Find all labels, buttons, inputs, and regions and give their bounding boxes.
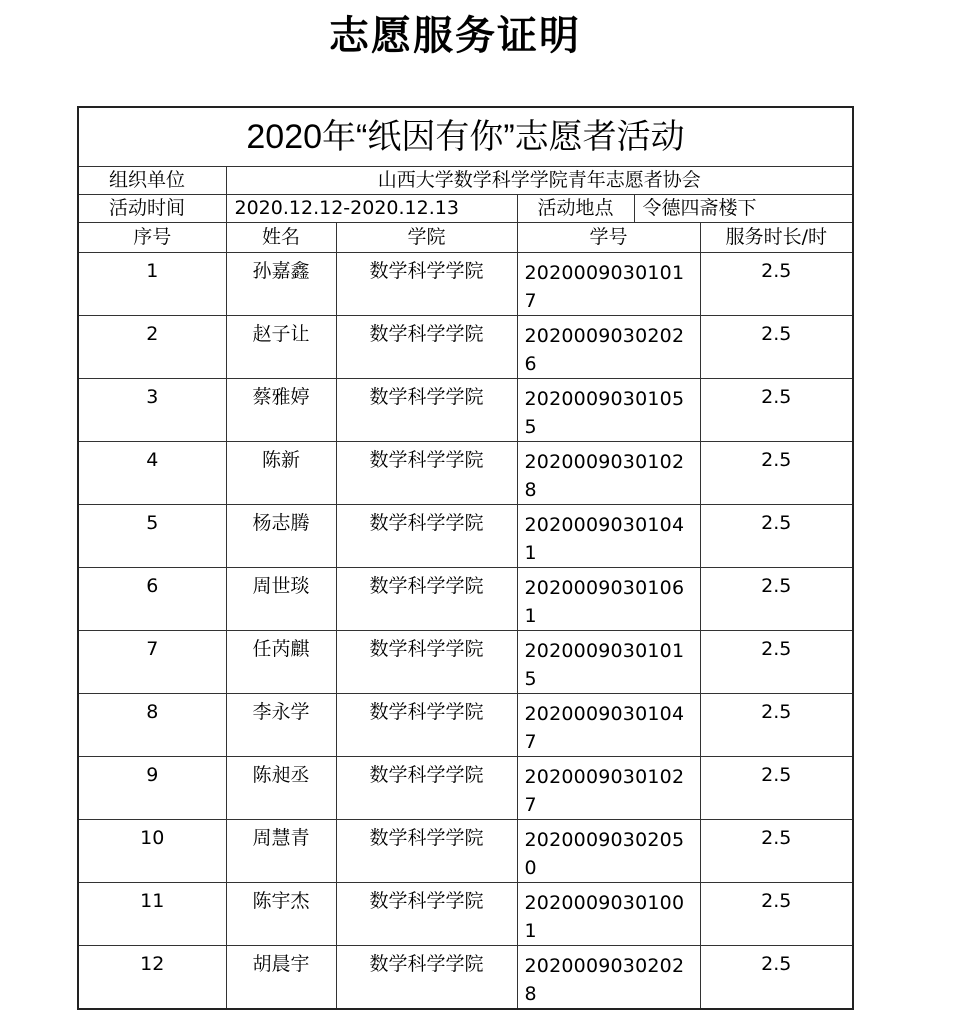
row-number: 4: [78, 442, 226, 505]
college-name: 数学科学学院: [336, 757, 517, 820]
volunteer-table: [77, 106, 854, 1010]
student-id: 20200090301001: [524, 892, 685, 942]
column-header-name: 姓名: [226, 223, 336, 253]
college-name: 数学科学学院: [336, 505, 517, 568]
place-label: 活动地点: [517, 195, 634, 223]
student-name: 杨志腾: [226, 505, 336, 568]
college-name: 数学科学学院: [336, 694, 517, 757]
student-name: 孙嘉鑫: [226, 253, 336, 316]
column-header-hours: 服务时长/时: [700, 223, 853, 253]
service-hours: 2.5: [700, 253, 853, 316]
table-row: [78, 694, 853, 757]
page-title: 志愿服务证明: [329, 13, 581, 59]
column-header-student-id: 学号: [517, 223, 700, 253]
student-id-cell: [517, 757, 700, 820]
org-value: 山西大学数学科学学院青年志愿者协会: [226, 167, 853, 195]
row-number: 5: [78, 505, 226, 568]
college-name: 数学科学学院: [336, 442, 517, 505]
college-name: 数学科学学院: [336, 631, 517, 694]
table-row: [78, 631, 853, 694]
student-id-cell: [517, 253, 700, 316]
place-value: 令德四斋楼下: [634, 195, 853, 223]
service-hours: 2.5: [700, 631, 853, 694]
college-name: 数学科学学院: [336, 379, 517, 442]
row-number: 10: [78, 820, 226, 883]
student-name: 胡晨宇: [226, 946, 336, 1010]
student-name: 陈宇杰: [226, 883, 336, 946]
table-row: [78, 253, 853, 316]
student-id: 20200090301027: [524, 766, 685, 816]
table-row: [78, 379, 853, 442]
student-name: 赵子让: [226, 316, 336, 379]
service-hours: 2.5: [700, 883, 853, 946]
row-number: 9: [78, 757, 226, 820]
service-hours: 2.5: [700, 442, 853, 505]
college-name: 数学科学学院: [336, 568, 517, 631]
row-number: 8: [78, 694, 226, 757]
service-hours: 2.5: [700, 568, 853, 631]
event-title: 2020年“纸因有你”志愿者活动: [78, 107, 853, 167]
time-place-row: [78, 195, 853, 223]
student-name: 陈新: [226, 442, 336, 505]
event-title-row: [78, 107, 853, 167]
student-name: 任芮麒: [226, 631, 336, 694]
student-id: 20200090302050: [524, 829, 685, 879]
student-id-cell: [517, 379, 700, 442]
column-header-no: 序号: [78, 223, 226, 253]
student-name: 陈昶丞: [226, 757, 336, 820]
student-id: 20200090301015: [524, 640, 685, 690]
table-row: [78, 316, 853, 379]
student-id-cell: [517, 442, 700, 505]
student-id: 20200090302028: [524, 955, 685, 1005]
college-name: 数学科学学院: [336, 946, 517, 1010]
student-id: 20200090301041: [524, 514, 685, 564]
row-number: 3: [78, 379, 226, 442]
service-hours: 2.5: [700, 379, 853, 442]
student-name: 周世琰: [226, 568, 336, 631]
org-label: 组织单位: [78, 167, 226, 195]
row-number: 11: [78, 883, 226, 946]
student-id-cell: [517, 631, 700, 694]
student-id-cell: [517, 505, 700, 568]
row-number: 1: [78, 253, 226, 316]
student-id-cell: [517, 568, 700, 631]
college-name: 数学科学学院: [336, 820, 517, 883]
student-id-cell: [517, 316, 700, 379]
service-hours: 2.5: [700, 946, 853, 1010]
student-name: 周慧青: [226, 820, 336, 883]
org-row: [78, 167, 853, 195]
student-id: 20200090302026: [524, 325, 685, 375]
service-hours: 2.5: [700, 316, 853, 379]
table-row: [78, 757, 853, 820]
student-id: 20200090301061: [524, 577, 685, 627]
time-label: 活动时间: [78, 195, 226, 223]
table-row: [78, 505, 853, 568]
time-value: 2020.12.12-2020.12.13: [226, 195, 517, 223]
student-id: 20200090301047: [524, 703, 685, 753]
student-name: 蔡雅婷: [226, 379, 336, 442]
student-id-cell: [517, 694, 700, 757]
table-header-row: [78, 223, 853, 253]
table-row: [78, 946, 853, 1010]
column-header-college: 学院: [336, 223, 517, 253]
row-number: 12: [78, 946, 226, 1010]
student-id-cell: [517, 883, 700, 946]
table-row: [78, 883, 853, 946]
student-id-cell: [517, 946, 700, 1010]
service-hours: 2.5: [700, 820, 853, 883]
service-hours: 2.5: [700, 757, 853, 820]
college-name: 数学科学学院: [336, 316, 517, 379]
service-hours: 2.5: [700, 505, 853, 568]
college-name: 数学科学学院: [336, 253, 517, 316]
student-id: 20200090301055: [524, 388, 685, 438]
table-row: [78, 568, 853, 631]
student-name: 李永学: [226, 694, 336, 757]
table-row: [78, 820, 853, 883]
student-id-cell: [517, 820, 700, 883]
row-number: 7: [78, 631, 226, 694]
service-hours: 2.5: [700, 694, 853, 757]
student-id: 20200090301028: [524, 451, 685, 501]
student-id: 20200090301017: [524, 262, 685, 312]
college-name: 数学科学学院: [336, 883, 517, 946]
row-number: 6: [78, 568, 226, 631]
table-row: [78, 442, 853, 505]
row-number: 2: [78, 316, 226, 379]
